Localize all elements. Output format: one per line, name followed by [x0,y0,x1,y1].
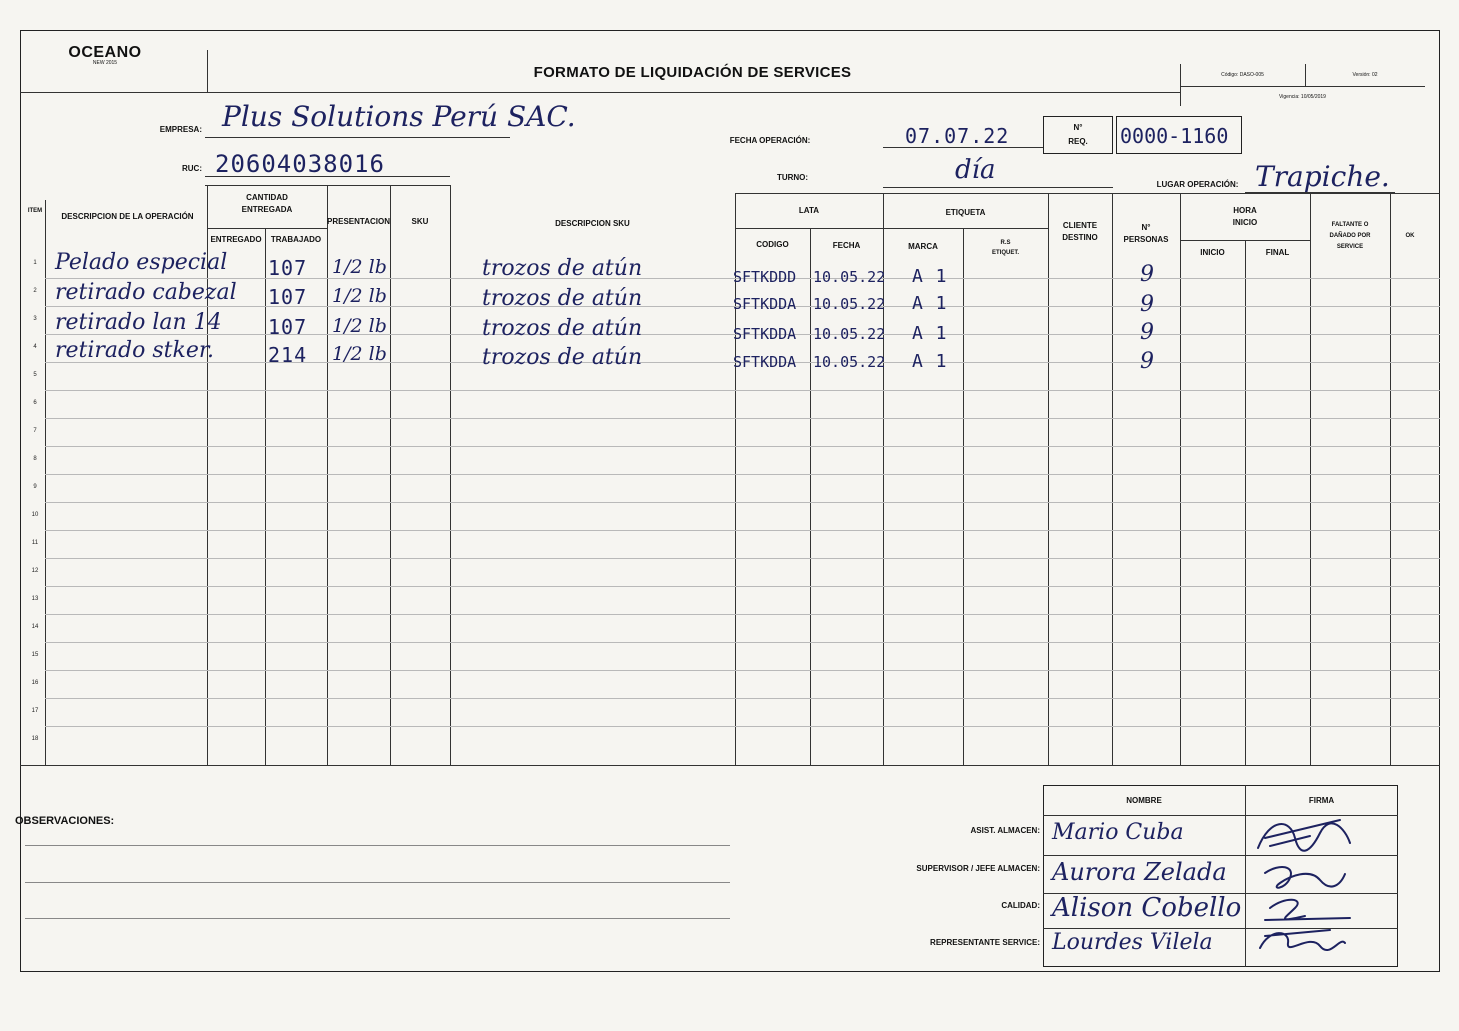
row-1-fecha: 10.05.22 [813,268,886,286]
row-number: 17 [31,708,39,714]
col-header-personas-2: PERSONAS [1123,235,1169,244]
row-number: 9 [33,484,37,490]
row-4-descripcion: retirado stker. [55,338,214,363]
col-header-cliente-2: DESTINO [1062,233,1098,242]
row-2-descripcion: retirado cabezal [55,280,237,305]
col-header-marca: MARCA [908,242,938,251]
col-header-faltante-3: SERVICE [1336,244,1364,250]
codigo-text: Código: DASO-005 [1221,72,1264,78]
header-divider [207,50,208,92]
col-header-hora-1: HORA [1233,206,1257,215]
nreq-label-box [1043,116,1113,154]
ruc-label: RUC: [182,164,202,173]
logo-subtext: NEW 2015 [92,60,118,66]
col-header-presentacion: PRESENTACION [327,217,390,226]
row-1-marca: A 1 [912,266,948,287]
observaciones-line [25,882,730,883]
col-header-cantidad-1: CANTIDAD [246,193,288,202]
row-number: 10 [31,512,39,518]
signature-name: Alison Cobello [1052,893,1242,923]
lata-subheader-line [735,228,883,229]
signature-role: CALIDAD: [1001,901,1040,910]
row-number: 2 [33,288,37,294]
signature-divider [1245,785,1246,967]
signature-scribble [1260,930,1345,950]
row-line [45,390,1440,391]
observaciones-line [25,918,730,919]
header-code-divider [1180,64,1181,106]
observaciones-label: OBSERVACIONES: [15,815,115,827]
code-box-divider [1305,64,1306,86]
observaciones-line [25,845,730,846]
row-number: 11 [31,540,39,546]
ruc-line [205,176,450,177]
row-line [45,558,1440,559]
col-divider-codigo [810,228,811,765]
row-number: 18 [31,736,39,742]
row-1-descripcion-sku: trozos de atún [482,256,643,281]
header-bottom-line [20,92,1180,93]
nreq-label-2: REQ. [1068,137,1088,146]
col-header-faltante-2: DAÑADO POR [1329,233,1371,239]
col-header-hora-2: INICIO [1232,218,1258,227]
etiqueta-subheader-line [883,228,1048,229]
row-line [45,446,1440,447]
company-logo [55,44,155,66]
row-4-codigo: SFTKDDA [733,353,797,371]
signature-name: Aurora Zelada [1052,858,1227,886]
row-3-fecha: 10.05.22 [813,325,886,343]
row-2-marca: A 1 [912,293,948,314]
col-header-personas-1: N° [1141,223,1151,232]
row-2-codigo: SFTKDDA [733,295,797,313]
col-header-faltante-1: FALTANTE O [1331,222,1369,228]
row-number: 1 [33,260,37,266]
row-line [45,418,1440,419]
signature-scribble [1265,900,1350,920]
row-3-descripcion: retirado lan 14 [55,310,222,335]
logo-text: OCEANO [68,44,142,61]
signature-role: SUPERVISOR / JEFE ALMACEN: [916,864,1040,873]
row-line [45,726,1440,727]
signature-scribbles [1250,808,1360,958]
row-number: 6 [33,400,37,406]
row-number: 8 [33,456,37,462]
fecha-line [883,147,1043,148]
signature-scribble [1265,867,1345,888]
signature-scribble [1258,820,1350,851]
row-4-marca: A 1 [912,351,948,372]
col-header-sku: SKU [411,217,429,226]
row-line [45,474,1440,475]
form-title: FORMATO DE LIQUIDACIÓN DE SERVICES [533,64,852,81]
row-1-codigo: SFTKDDD [733,268,797,286]
row-3-presentacion: 1/2 lb [332,315,387,337]
row-number: 15 [31,652,39,658]
col-header-cantidad-2: ENTREGADA [241,205,293,214]
col-header-item: ITEM [27,208,43,214]
row-number: 13 [31,596,39,602]
col-header-inicio: INICIO [1200,248,1225,257]
row-2-fecha: 10.05.22 [813,295,886,313]
empresa-label: EMPRESA: [159,125,202,134]
row-1-personas: 9 [1140,262,1154,287]
signature-role: REPRESENTANTE SERVICE: [930,938,1040,947]
row-line [45,530,1440,531]
row-3-entregado: 107 [268,315,308,339]
col-header-ok: OK [1405,233,1415,239]
row-3-personas: 9 [1140,320,1154,345]
signature-name: Lourdes Vilela [1052,930,1213,955]
turno-line [883,187,1113,188]
cantidad-subheader-line [207,228,327,229]
row-number: 12 [31,568,39,574]
row-4-personas: 9 [1140,349,1154,374]
row-4-descripcion-sku: trozos de atún [482,345,643,370]
row-4-presentacion: 1/2 lb [332,343,387,365]
code-box-line [1180,86,1425,87]
row-4-fecha: 10.05.22 [813,353,886,371]
col-header-descripcion-sku: DESCRIPCION SKU [555,219,630,228]
col-divider-marca [963,228,964,765]
row-number: 7 [33,428,37,434]
row-2-presentacion: 1/2 lb [332,285,387,307]
row-3-descripcion-sku: trozos de atún [482,316,643,341]
row-number: 5 [33,372,37,378]
turno-value: día [955,155,996,185]
row-4-entregado: 214 [268,343,308,367]
signature-name: Mario Cuba [1052,820,1184,845]
row-3-codigo: SFTKDDA [733,325,797,343]
vigencia-text: Vigencia: 10/05/2019 [1279,94,1326,100]
col-header-fecha: FECHA [832,241,861,250]
lugar-value: Trapiche. [1255,160,1390,193]
firma-header: FIRMA [1308,796,1335,805]
col-divider-sku [450,185,451,765]
signature-role: ASIST. ALMACEN: [970,826,1040,835]
col-divider-trabajado [327,185,328,765]
col-header-trabajado: TRABAJADO [270,235,322,244]
empresa-value: Plus Solutions Perú SAC. [222,100,576,133]
row-2-personas: 9 [1140,292,1154,317]
nreq-value: 0000-1160 [1120,124,1229,148]
row-line [45,670,1440,671]
col-divider-item [45,200,46,765]
row-1-entregado: 107 [268,256,308,280]
fecha-label: FECHA OPERACIÓN: [729,136,811,145]
nreq-label-1: N° [1073,123,1083,132]
table-bottom-line [20,765,1440,766]
table-top-line-right [735,193,1440,194]
col-header-lata: LATA [798,206,820,215]
col-header-final: FINAL [1265,248,1290,257]
empresa-line [205,137,510,138]
row-1-presentacion: 1/2 lb [332,256,387,278]
col-divider-entregado [265,228,266,765]
col-divider-presentacion [390,185,391,765]
col-header-codigo: CODIGO [756,240,789,249]
fecha-value: 07.07.22 [905,124,1010,148]
row-number: 3 [33,316,37,322]
row-2-descripcion-sku: trozos de atún [482,286,643,311]
row-2-entregado: 107 [268,285,308,309]
col-header-etiqueta: ETIQUETA [945,208,986,217]
turno-label: TURNO: [776,173,809,182]
col-header-rs-1: R.S [1000,240,1011,246]
row-line [45,586,1440,587]
lugar-label: LUGAR OPERACIÓN: [1156,180,1239,189]
row-number: 4 [33,344,37,350]
row-line [45,614,1440,615]
col-header-cliente-1: CLIENTE [1062,221,1098,230]
nombre-header: NOMBRE [1126,796,1162,805]
row-line [45,502,1440,503]
col-header-descripcion-operacion: DESCRIPCION DE LA OPERACIÓN [61,212,194,221]
row-number: 14 [31,624,39,630]
row-line [45,698,1440,699]
version-text: Versión: 02 [1352,72,1378,78]
col-header-entregado: ENTREGADO [210,235,262,244]
row-line [45,642,1440,643]
ruc-value: 20604038016 [215,150,385,178]
col-header-rs-2: ETIQUET. [991,250,1019,256]
row-1-descripcion: Pelado especial [55,250,228,275]
row-3-marca: A 1 [912,323,948,344]
row-number: 16 [31,680,39,686]
